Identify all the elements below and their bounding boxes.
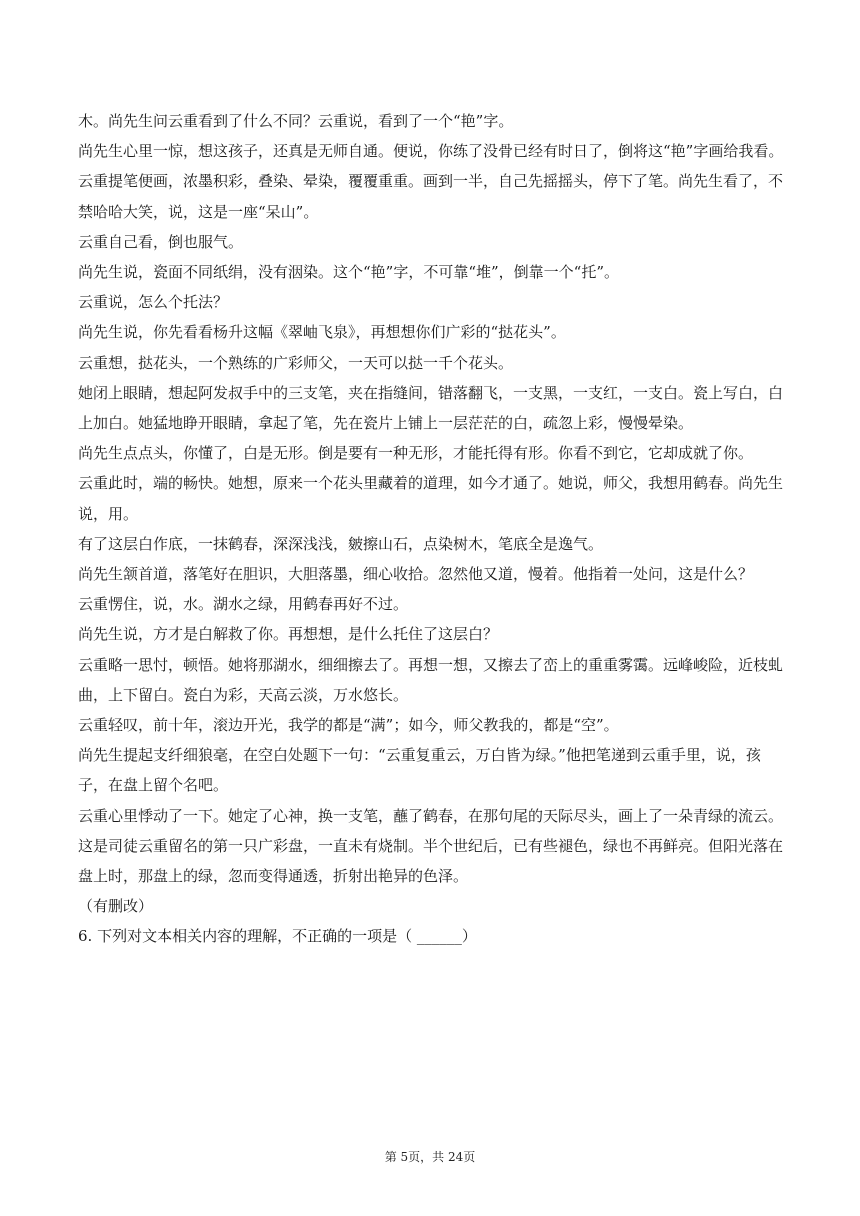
paragraph: 云重自己看，倒也服气。	[78, 232, 244, 251]
paragraph: 云重想，挞花头，一个熟练的广彩师父，一天可以挞一千个花头。	[78, 353, 514, 372]
paragraph: 她闭上眼睛，想起阿发叔手中的三支笔，夹在指缝间，错落翻飞，一支黑，一支红，一支白。瓷上写白，白上加白。她猛地睁开眼睛，拿起了笔，先在瓷片上铺上一层茫茫的白，疏忽上彩，慢慢晕染。	[78, 383, 784, 433]
body-text	[78, 106, 790, 952]
paragraph: 云重提笔便画，浓墨积彩，叠染、晕染，覆覆重重。画到一半，自己先摇摇头，停下了笔。尚先生看了，不禁哈哈大笑，说，这是一座“呆山”。	[78, 172, 784, 221]
paragraph: 木。尚先生问云重看到了什么不同？云重说，看到了一个“艳”字。	[78, 112, 514, 130]
paragraph: 尚先生说，你先看看杨升这幅《翠岫飞泉》，再想想你们广彩的“挞花头”。	[78, 323, 566, 342]
paragraph: 有了这层白作底，一抹鹤春，深深浅浅，皴擦山石，点染树木，笔底全是逸气。	[78, 534, 604, 553]
paragraph: 云重略一思忖，顿悟。她将那湖水，细细擦去了。再想一想，又擦去了峦上的重重雾霭。远峰峻险，近枝虬曲，上下留白。瓷白为彩，天高云淡，万水悠长。	[78, 655, 784, 704]
source-note: （有删改）	[78, 897, 154, 916]
paragraph: 尚先生说，瓷面不同纸绢，没有洇染。这个“艳”字，不可靠“堆”，倒靠一个“托”。	[78, 263, 620, 282]
paragraph: 云重心里悸动了一下。她定了心神，换一支笔，蘸了鹤春，在那句尾的天际尽头，画上了一朵青绿的流云。这是司徒云重留名的第一只广彩盘，一直未有烧制。半个世纪后，已有些褪色，绿也不再鲜亮。但阳光落在盘上时，那盘上的绿，忽而变得通透，折射出艳异的色泽。	[78, 806, 784, 886]
page-number-footer: 第 5页，共 24页	[384, 1150, 476, 1164]
paragraph: 尚先生颔首道，落笔好在胆识，大胆落墨，细心收拾。忽然他又道，慢着。他指着一处问，这是什么？	[78, 565, 754, 584]
paragraph: 云重轻叹，前十年，滚边开光，我学的都是“满”；如今，师父教我的，都是“空”。	[78, 716, 619, 735]
paragraph: 尚先生说，方才是白解救了你。再想想，是什么托住了这层白？	[78, 625, 499, 644]
paragraph: 云重愣住，说，水。湖水之绿，用鹤春再好不过。	[78, 595, 409, 614]
paragraph: 云重此时，端的畅快。她想，原来一个花头里藏着的道理，如今才通了。她说，师父，我想用鹤春。尚先生说，用。	[78, 474, 784, 523]
paragraph: 尚先生点点头，你懂了，白是无形。倒是要有一种无形，才能托得有形。你看不到它，它却成就了你。	[78, 444, 754, 463]
question-6: 6. 下列对文本相关内容的理解，不正确的一项是（ ______）	[78, 927, 477, 946]
paragraph: 云重说，怎么个托法？	[78, 293, 229, 312]
paragraph: 尚先生提起支纤细狼毫，在空白处题下一句：“云重复重云，万白皆为绿。”他把笔递到云重手里，说，孩子，在盘上留个名吧。	[78, 746, 761, 795]
paragraph: 尚先生心里一惊，想这孩子，还真是无师自通。便说，你练了没骨已经有时日了，倒将这“艳”字画给我看。	[78, 142, 784, 161]
